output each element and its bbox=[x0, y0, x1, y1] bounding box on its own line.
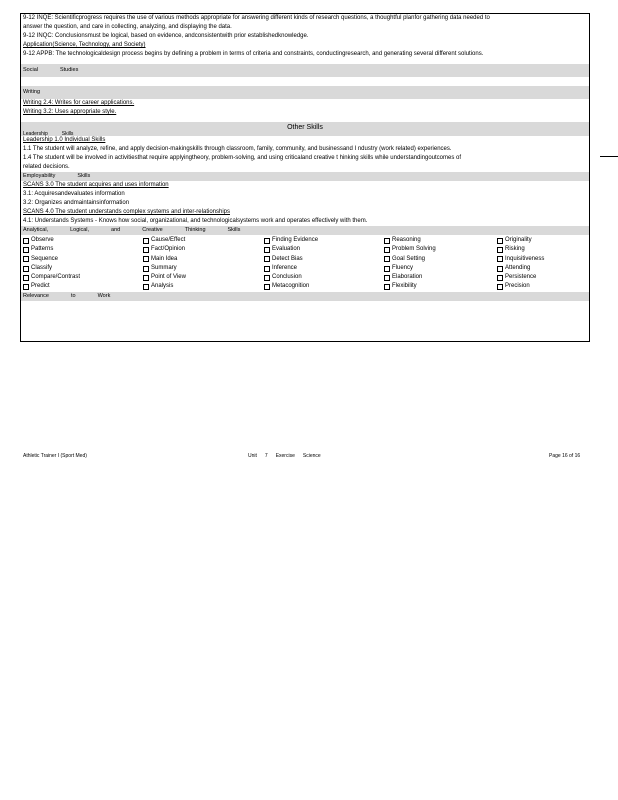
checklist-item bbox=[264, 255, 384, 264]
checkbox[interactable] bbox=[384, 284, 390, 290]
leadership-item: 1.1 The student will analyze, refine, and apply decision-makingskills through classroom, family, community, and businessand I ndustry (work related) experiences. bbox=[23, 146, 452, 152]
thinking-skills-header: Analytical, Logical, and Creative Thinking Skills bbox=[21, 226, 589, 235]
checkbox-label: Inference bbox=[272, 264, 298, 271]
checklist-item bbox=[497, 236, 587, 245]
checklist-item bbox=[497, 245, 587, 254]
science-section bbox=[23, 14, 587, 59]
checklist-item bbox=[143, 245, 264, 254]
checkbox[interactable] bbox=[497, 256, 503, 262]
checklist-item bbox=[264, 245, 384, 254]
checkbox[interactable] bbox=[143, 238, 149, 244]
checkbox[interactable] bbox=[497, 284, 503, 290]
checkbox[interactable] bbox=[143, 266, 149, 272]
checkbox-label: Inquisitiveness bbox=[505, 255, 545, 262]
science-subheading: Application(Science, Technology, and Society) bbox=[23, 42, 146, 48]
scans-heading: SCANS 4.0 The student understands complex systems and inter-relationships bbox=[23, 209, 230, 215]
other-skills-header bbox=[21, 122, 589, 136]
checkbox[interactable] bbox=[143, 284, 149, 290]
checkbox-label: Problem Solving bbox=[392, 246, 436, 253]
thinking-skills-checklist bbox=[23, 235, 587, 292]
scans-item: 3.1: Acquiresandevaluates information bbox=[23, 191, 125, 197]
checkbox[interactable] bbox=[23, 284, 29, 290]
leadership-skills-label: Leadership Skills bbox=[23, 131, 74, 137]
checkbox-label: Finding Evidence bbox=[272, 237, 319, 243]
checklist-item bbox=[264, 273, 384, 282]
checkbox-label: Evaluation bbox=[272, 246, 301, 253]
checkbox-label: Precision bbox=[505, 283, 530, 290]
checkbox[interactable] bbox=[264, 247, 270, 253]
checklist-item bbox=[264, 236, 384, 245]
checkbox[interactable] bbox=[143, 256, 149, 262]
checkbox-label: Patterns bbox=[31, 246, 54, 253]
checklist-item bbox=[264, 282, 384, 291]
checkbox[interactable] bbox=[264, 284, 270, 290]
checkbox[interactable] bbox=[384, 266, 390, 272]
footer-unit: Unit 7 Exercise Science bbox=[248, 453, 321, 459]
checkbox-label: Flexibility bbox=[392, 283, 417, 290]
checklist-item bbox=[384, 273, 497, 282]
leadership-heading: Leadership 1.0 Individual Skills bbox=[23, 137, 106, 143]
footer-page-number: Page 16 of 16 bbox=[549, 453, 581, 459]
checkbox-label: Reasoning bbox=[392, 237, 421, 243]
checkbox[interactable] bbox=[384, 238, 390, 244]
checklist-item bbox=[23, 236, 143, 245]
checkbox[interactable] bbox=[23, 266, 29, 272]
checkbox-label: Analysis bbox=[151, 283, 174, 290]
employability-header: Employability Skills bbox=[21, 172, 589, 181]
checkbox[interactable] bbox=[23, 247, 29, 253]
checkbox[interactable] bbox=[384, 256, 390, 262]
checklist-item bbox=[384, 264, 497, 273]
checkbox-label: Classify bbox=[31, 264, 53, 271]
checklist-item bbox=[497, 264, 587, 273]
checkbox[interactable] bbox=[497, 238, 503, 244]
checklist-column bbox=[497, 236, 587, 292]
checkbox-label: Originality bbox=[505, 237, 532, 243]
checklist-column bbox=[143, 236, 264, 292]
checkbox[interactable] bbox=[23, 275, 29, 281]
science-line: 9-12 APPB: The technologicaldesign process begins by defining a problem in terms of criteria and constraints, conductingresearch, and generating several different solutions. bbox=[23, 51, 484, 57]
science-line: 9-12 INQE: Scientificprogress requires the use of various methods appropriate for answering different kinds of research questions, a thoughtful planfor gathering data needed to bbox=[23, 15, 490, 21]
checklist-item bbox=[143, 282, 264, 291]
scans-item: 4.1: Understands Systems - Knows how social, organizational, and technologicalsystems work and operates effectively with them. bbox=[23, 218, 368, 224]
relevance-header: Relevance to Work bbox=[21, 292, 589, 301]
checkbox[interactable] bbox=[264, 275, 270, 281]
checkbox-label: Summary bbox=[151, 264, 177, 271]
leadership-item: 1.4 The student will be involved in activitiesthat require applyingtheory, problem-solving, and using criticaland creative t hinking skills while understandingoutcomes of bbox=[23, 155, 462, 161]
checkbox[interactable] bbox=[497, 266, 503, 272]
checkbox[interactable] bbox=[497, 247, 503, 253]
checkbox-label: Metacognition bbox=[272, 283, 310, 290]
checklist-item bbox=[497, 282, 587, 291]
checkbox-label: Detect Bias bbox=[272, 255, 303, 262]
checkbox[interactable] bbox=[23, 256, 29, 262]
checkbox[interactable] bbox=[143, 275, 149, 281]
checkbox[interactable] bbox=[384, 247, 390, 253]
writing-item: Writing 3.2: Uses appropriate style. bbox=[23, 109, 117, 115]
scans-item: 3.2: Organizes andmaintainsinformation bbox=[23, 200, 130, 206]
writing-item: Writing 2.4: Writes for career applications. bbox=[23, 100, 135, 106]
checkbox-label: Attending bbox=[505, 264, 531, 271]
checkbox-label: Cause/Effect bbox=[151, 237, 186, 243]
checkbox-label: Sequence bbox=[31, 255, 59, 262]
checklist-column bbox=[23, 236, 143, 292]
checkbox-label: Fact/Opinion bbox=[151, 246, 186, 253]
scans-heading: SCANS 3.0 The student acquires and uses information bbox=[23, 182, 169, 188]
checkbox[interactable] bbox=[497, 275, 503, 281]
checklist-item bbox=[143, 255, 264, 264]
checkbox[interactable] bbox=[264, 266, 270, 272]
checkbox-label: Persistence bbox=[505, 274, 537, 281]
writing-header: Writing bbox=[21, 86, 589, 99]
checklist-item bbox=[384, 255, 497, 264]
checklist-item bbox=[23, 255, 143, 264]
social-studies-header: Social Studies bbox=[21, 64, 589, 77]
checkbox-label: Compare/Contrast bbox=[31, 274, 81, 281]
checklist-item bbox=[143, 273, 264, 282]
checkbox-label: Observe bbox=[31, 237, 54, 243]
divider bbox=[600, 156, 618, 157]
checklist-item bbox=[497, 273, 587, 282]
checkbox-label: Predict bbox=[31, 283, 50, 290]
checkbox[interactable] bbox=[23, 238, 29, 244]
leadership-item: related decisions. bbox=[23, 164, 70, 170]
other-skills-title: Other Skills bbox=[287, 124, 323, 131]
checkbox[interactable] bbox=[384, 275, 390, 281]
checklist-item bbox=[23, 245, 143, 254]
checkbox-label: Conclusion bbox=[272, 274, 302, 281]
checklist-item bbox=[384, 236, 497, 245]
checklist-column bbox=[264, 236, 384, 292]
standards-table bbox=[20, 13, 590, 342]
checkbox[interactable] bbox=[143, 247, 149, 253]
checkbox-label: Goal Setting bbox=[392, 255, 426, 262]
checkbox[interactable] bbox=[264, 256, 270, 262]
checklist-item bbox=[23, 273, 143, 282]
checklist-column bbox=[384, 236, 497, 292]
checklist-item bbox=[23, 282, 143, 291]
checklist-item bbox=[497, 255, 587, 264]
checkbox-label: Main Idea bbox=[151, 255, 178, 262]
checklist-item bbox=[143, 264, 264, 273]
checkbox-label: Risking bbox=[505, 246, 525, 253]
footer-course: Athletic Trainer I (Sport Med) bbox=[23, 453, 87, 459]
checkbox-label: Point of View bbox=[151, 274, 186, 281]
science-line: 9-12 INQC: Conclusionsmust be logical, based on evidence, andconsistentwith prior establishedknowledge. bbox=[23, 33, 309, 39]
checkbox-label: Fluency bbox=[392, 264, 414, 271]
checklist-item bbox=[384, 282, 497, 291]
checklist-item bbox=[143, 236, 264, 245]
checkbox-label: Elaboration bbox=[392, 274, 423, 281]
checklist-item bbox=[264, 264, 384, 273]
science-line: answer the question, and care in collecting, analyzing, and displaying the data. bbox=[23, 24, 232, 30]
checklist-item bbox=[384, 245, 497, 254]
checkbox[interactable] bbox=[264, 238, 270, 244]
checklist-item bbox=[23, 264, 143, 273]
